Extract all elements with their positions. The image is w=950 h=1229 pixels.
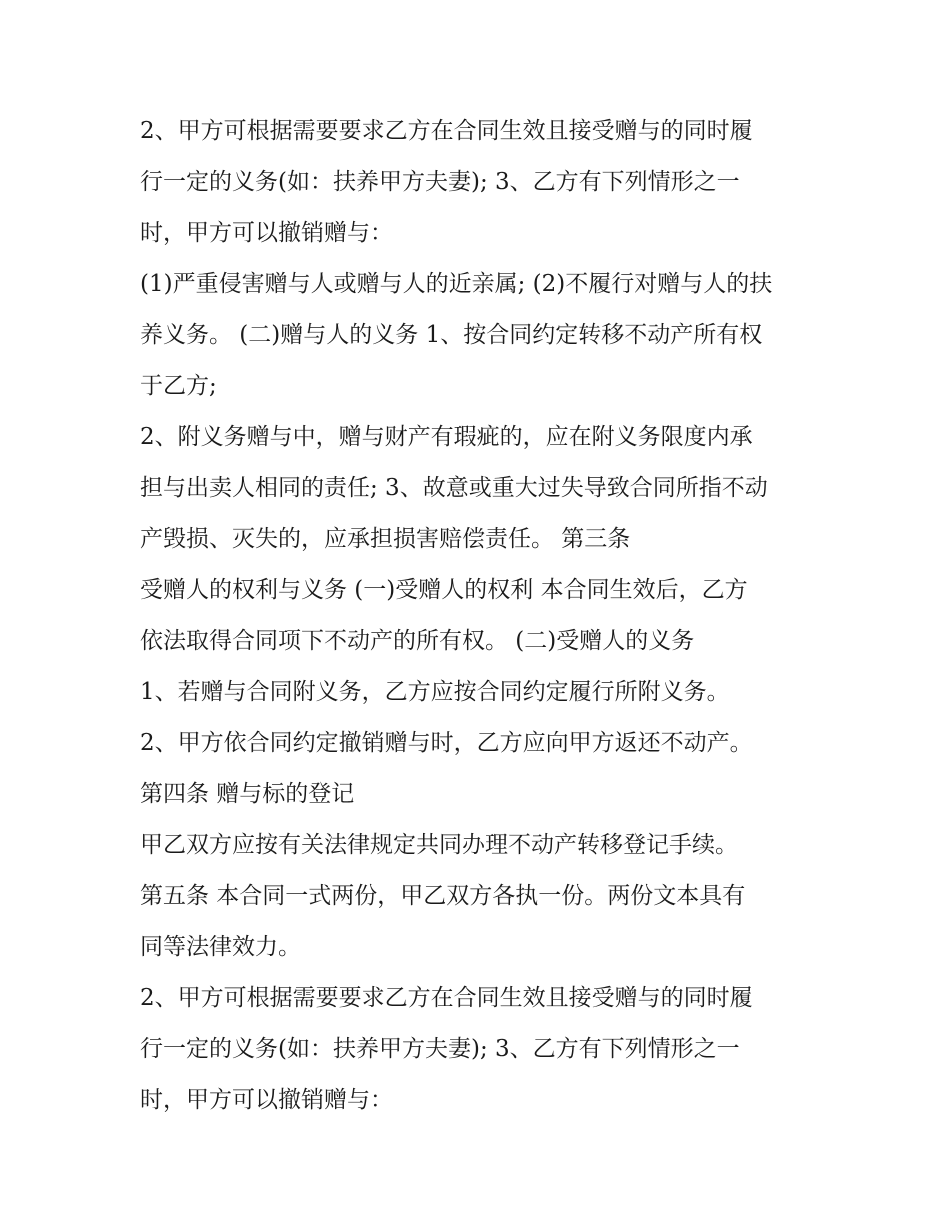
text-line: 2、甲方可根据需要要求乙方在合同生效且接受赠与的同时履 [140, 985, 753, 1011]
text-line: 行一定的义务(如：扶养甲方夫妻); 3、乙方有下列情形之一 [140, 1036, 740, 1062]
text-line: 担与出卖人相同的责任; 3、故意或重大过失导致合同所指不动 [140, 475, 768, 501]
text-line: 受赠人的权利与义务 (一)受赠人的权利 本合同生效后，乙方 [140, 577, 748, 603]
text-line: 1、若赠与合同附义务，乙方应按合同约定履行所附义务。 [140, 679, 730, 705]
text-line: 2、甲方可根据需要要求乙方在合同生效且接受赠与的同时履 [140, 118, 753, 144]
text-line: 行一定的义务(如：扶养甲方夫妻); 3、乙方有下列情形之一 [140, 169, 740, 195]
text-line: 养义务。 (二)赠与人的义务 1、按合同约定转移不动产所有权 [140, 322, 763, 348]
text-line: 依法取得合同项下不动产的所有权。 (二)受赠人的义务 [140, 628, 695, 654]
text-line: 同等法律效力。 [140, 934, 301, 960]
text-line: 产毁损、灭失的，应承担损害赔偿责任。 第三条 [140, 526, 631, 552]
text-line: (1)严重侵害赠与人或赠与人的近亲属; (2)不履行对赠与人的扶 [140, 271, 773, 297]
text-line: 2、甲方依合同约定撤销赠与时，乙方应向甲方返还不动产。 [140, 730, 753, 756]
text-line: 于乙方; [140, 373, 217, 399]
text-line: 第四条 赠与标的登记 [140, 781, 355, 807]
document-body [140, 106, 830, 1126]
text-line: 甲乙双方应按有关法律规定共同办理不动产转移登记手续。 [140, 832, 738, 858]
text-line: 时，甲方可以撤销赠与： [140, 220, 393, 246]
text-line: 第五条 本合同一式两份，甲乙双方各执一份。两份文本具有 [140, 883, 746, 909]
text-line: 2、附义务赠与中，赠与财产有瑕疵的，应在附义务限度内承 [140, 424, 753, 450]
text-line: 时，甲方可以撤销赠与： [140, 1087, 393, 1113]
